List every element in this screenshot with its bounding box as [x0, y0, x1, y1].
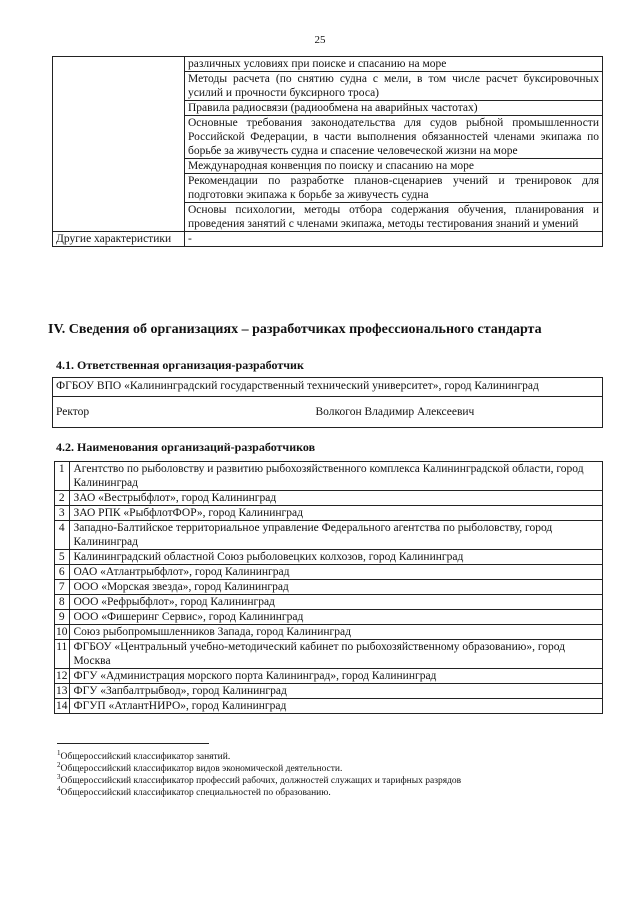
- developer-number: 10: [56, 626, 68, 638]
- developer-name: Союз рыбопромышленников Запада, город Калининград: [69, 625, 603, 640]
- developer-name: ЗАО РПК «РыбфлотФОР», город Калининград: [69, 506, 603, 521]
- developer-row: [55, 684, 603, 699]
- page-number: 25: [314, 34, 326, 46]
- responsible-org-heading: 4.1. Ответственная организация-разработчик: [56, 358, 304, 372]
- position-label: Ректор: [56, 406, 90, 418]
- footnote: $^2$Общероссийский классификатор видов экономической деятельности.: [57, 760, 343, 774]
- developer-name: ФГУ «Запбалтрыбвод», город Калининград: [69, 684, 603, 699]
- developer-row: [55, 521, 603, 550]
- knowledge-item: Основы психологии, методы отбора содержания обучения, планирования и проведения занятий с членами экипажа, методы тестирования знаний и умений: [185, 203, 603, 232]
- knowledge-item: Основные требования законодательства для судов рыбной промышленности Российской Федерации, в части выполнения обязанностей членами экипажа по борьбе за живучесть судна и спасение человеческой жизни на море: [185, 116, 603, 159]
- developer-number: 3: [55, 506, 70, 521]
- developer-name: ООО «Фишеринг Сервис», город Калининград: [69, 610, 603, 625]
- developer-number: 9: [55, 610, 70, 625]
- other-characteristics-value: -: [185, 232, 603, 247]
- developer-row: [55, 625, 603, 640]
- footnote: $^4$Общероссийский классификатор специальностей по образованию.: [57, 784, 331, 798]
- developer-row: [55, 699, 603, 714]
- developer-row: [55, 462, 603, 491]
- footnotes: [57, 748, 597, 799]
- developer-name: Западно-Балтийское территориальное управление Федерального агентства по рыболовству, город Калининград: [69, 521, 603, 550]
- developer-row: [55, 640, 603, 669]
- developer-number: 13: [56, 685, 68, 697]
- responsible-org-name: ФГБОУ ВПО «Калининградский государственный технический университет», город Калининград: [53, 378, 603, 397]
- developer-name: ООО «Рефрыбфлот», город Калининград: [69, 595, 603, 610]
- footnote: $^1$Общероссийский классификатор занятий.: [57, 748, 231, 762]
- developer-name: ФГУ «Администрация морского порта Калининград», город Калининград: [69, 669, 603, 684]
- developer-row: [55, 595, 603, 610]
- developer-name: ОАО «Атлантрыбфлот», город Калининград: [69, 565, 603, 580]
- developer-number: 12: [56, 670, 68, 682]
- developer-name: Агентство по рыболовству и развитию рыбохозяйственного комплекса Калининградской области, город Калининград: [69, 462, 603, 491]
- developer-number: 11: [55, 640, 70, 669]
- developer-row: [55, 506, 603, 521]
- developer-row: [55, 610, 603, 625]
- developer-name: Калининградский областной Союз рыболовецких колхозов, город Калининград: [69, 550, 603, 565]
- rector-row: [53, 397, 603, 428]
- developer-row: [55, 669, 603, 684]
- developers-table: [54, 461, 603, 714]
- footnote: $^3$Общероссийский классификатор профессий рабочих, должностей служащих и тарифных разрядов: [57, 772, 462, 786]
- responsible-org-table: [52, 377, 603, 428]
- knowledge-table: [52, 56, 603, 247]
- knowledge-item: различных условиях при поиске и спасанию на море: [185, 57, 603, 72]
- developer-number: 7: [55, 580, 70, 595]
- developer-number: 4: [55, 521, 70, 550]
- footnote-divider: [57, 743, 209, 744]
- knowledge-item: Методы расчета (по снятию судна с мели, в том числе расчет буксировочных усилий и прочности буксирного троса): [185, 72, 603, 101]
- developer-name: ФГБОУ «Центральный учебно-методический кабинет по рыбохозяйственному образованию», город Москва: [69, 640, 603, 669]
- developers-heading: 4.2. Наименования организаций-разработчиков: [56, 440, 316, 454]
- developer-row: [55, 491, 603, 506]
- developer-number: 14: [56, 700, 68, 712]
- developer-number: 6: [55, 565, 70, 580]
- knowledge-item: Международная конвенция по поиску и спасанию на море: [185, 159, 603, 174]
- other-characteristics-label: Другие характеристики: [53, 232, 185, 247]
- developer-number: 5: [55, 550, 70, 565]
- knowledge-item: Правила радиосвязи (радиообмена на аварийных частотах): [185, 101, 603, 116]
- developer-number: 8: [55, 595, 70, 610]
- developer-row: [55, 565, 603, 580]
- rector-name: Волкогон Владимир Алексеевич: [315, 406, 475, 418]
- developer-name: ФГУП «АтлантНИРО», город Калининград: [69, 699, 603, 714]
- developer-number: 1: [55, 462, 70, 491]
- knowledge-label-cell: [53, 57, 185, 232]
- developer-row: [55, 550, 603, 565]
- developer-number: 2: [55, 491, 70, 506]
- developer-name: ООО «Морская звезда», город Калининград: [69, 580, 603, 595]
- developer-row: [55, 580, 603, 595]
- section-title: IV. Сведения об организациях – разработчиках профессионального стандарта: [48, 322, 542, 337]
- developer-name: ЗАО «Вестрыбфлот», город Калининград: [69, 491, 603, 506]
- knowledge-item: Рекомендации по разработке планов-сценариев учений и тренировок для подготовки экипажа к борьбе за живучесть судна: [185, 174, 603, 203]
